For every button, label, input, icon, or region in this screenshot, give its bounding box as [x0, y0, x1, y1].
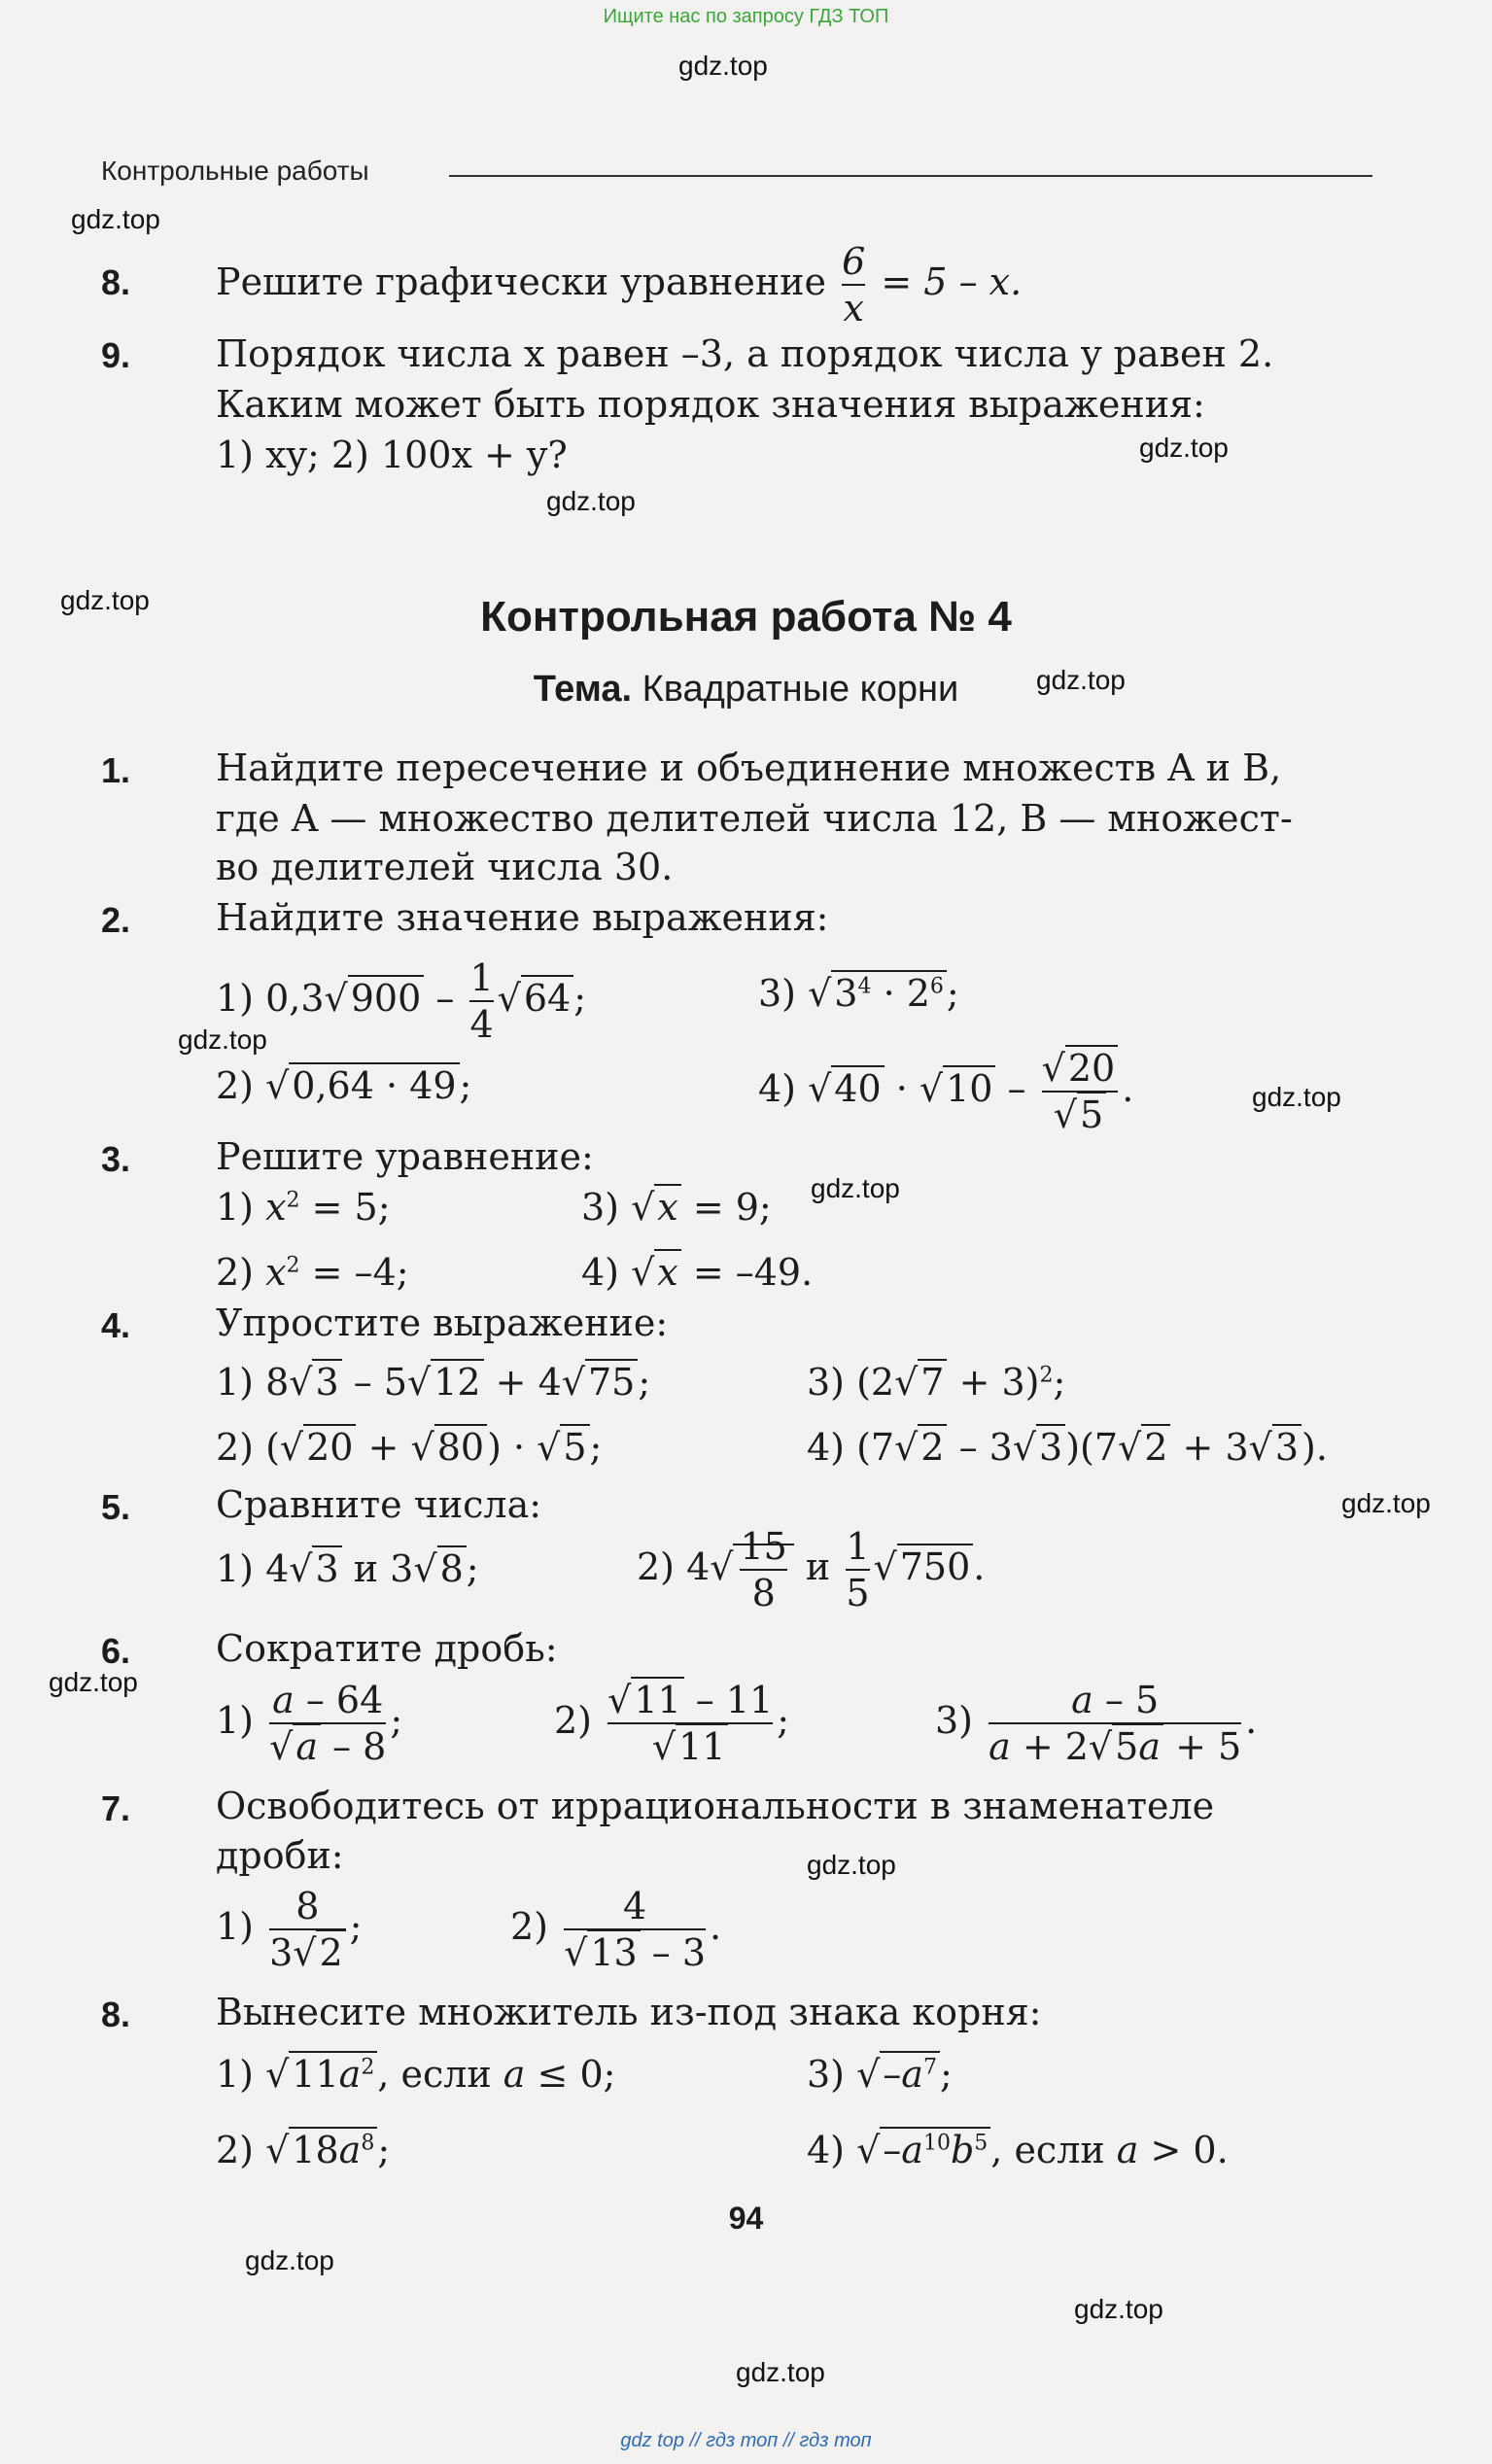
- task-number: 1.: [101, 750, 131, 790]
- math-expr: 1) $\frac{8}{3√2}$ ;: [216, 1885, 363, 1974]
- task-text: Каким может быть порядок значения выражения:: [216, 383, 1205, 426]
- math-expr: 1) 4√3 и 3√8;: [216, 1547, 479, 1590]
- math-expr: 1) $\frac{a - 64}{√a - 8}$ ;: [216, 1679, 403, 1768]
- math-expr: 2) √0,64 · 49;: [216, 1064, 472, 1107]
- task-text: Найдите пересечение и объединение множеств A и B,: [216, 746, 1282, 789]
- math-expr: 1) $x^2 = 5$;: [216, 1186, 391, 1229]
- task-text: 1) xy; 2) 100x + y?: [216, 434, 568, 476]
- work-topic: Тема. Квадратные корни: [533, 669, 959, 710]
- top-banner: Ищите нас по запросу ГДЗ ТОП: [603, 6, 889, 27]
- math-expr: 2) $√18a^8$;: [216, 2129, 391, 2171]
- watermark: gdz.top: [678, 51, 768, 81]
- task-text: дроби:: [216, 1834, 344, 1877]
- math-expr: 4) √40 · √10 – $\frac{√20}{√5}$ .: [758, 1047, 1134, 1136]
- math-expr: 2) $\frac{√11 - 11}{√11}$ ;: [554, 1679, 789, 1768]
- task-number: 3.: [101, 1139, 131, 1179]
- math-expr: 3) $(2√7 + 3)^2$;: [807, 1361, 1066, 1404]
- task-number: 6.: [101, 1631, 131, 1671]
- watermark: gdz.top: [49, 1667, 138, 1697]
- math-expr: 3) $√-a^7$;: [807, 2053, 953, 2096]
- task-text: Порядок числа x равен –3, а порядок числа y равен 2.: [216, 332, 1274, 375]
- work-title: Контрольная работа № 4: [480, 593, 1012, 641]
- task-text: Освободитесь от иррациональности в знаменателе: [216, 1785, 1215, 1827]
- math-expr: 1) 0,3√900 – $\frac{1}{4}$ √64;: [216, 956, 587, 1046]
- task-text: Найдите значение выражения:: [216, 896, 829, 939]
- watermark: gdz.top: [1252, 1082, 1341, 1112]
- section-header: Контрольные работы: [101, 156, 369, 186]
- watermark: gdz.top: [71, 204, 160, 234]
- math-expr: 2) $\frac{4}{√13 - 3}$ .: [510, 1885, 722, 1974]
- watermark: gdz.top: [1074, 2294, 1163, 2324]
- task-number: 2.: [101, 900, 131, 940]
- header-rule: [449, 175, 1372, 177]
- task-number: 7.: [101, 1788, 131, 1828]
- watermark: gdz.top: [546, 486, 636, 516]
- task-number: 4.: [101, 1305, 131, 1345]
- math-expr: 3) $√3^4 \cdot 2^6$;: [758, 972, 959, 1015]
- math-expr: 4) (7√2 – 3√3)(7√2 + 3√3).: [807, 1426, 1328, 1469]
- task-text: где A — множество делителей числа 12, B — множест-: [216, 797, 1293, 840]
- math-expr: 2) $x^2 = -4$;: [216, 1251, 409, 1294]
- math-expr: 2) 4√ $\frac{15}{8}$ и $\frac{1}{5}$ √750.: [637, 1525, 986, 1614]
- task-text: Решите графически уравнение $\frac{6}{x}$ = 5 – x.: [216, 240, 1023, 330]
- watermark: gdz.top: [60, 585, 150, 615]
- watermark: gdz.top: [245, 2245, 334, 2275]
- watermark: gdz.top: [807, 1850, 896, 1880]
- watermark: gdz.top: [1139, 433, 1229, 463]
- bottom-banner: gdz top // гдз топ // гдз топ: [620, 2430, 872, 2451]
- page-number: 94: [728, 2201, 764, 2236]
- math-expr: 2) (√20 + √80) · √5;: [216, 1426, 603, 1469]
- watermark: gdz.top: [178, 1024, 267, 1055]
- task-text: Сравните числа:: [216, 1483, 542, 1526]
- task-text: во делителей числа 30.: [216, 846, 674, 888]
- math-expr: 1) $√11a^2$, если a ≤ 0;: [216, 2053, 616, 2096]
- task-text: Решите уравнение:: [216, 1135, 594, 1178]
- math-expr: 4) $√-a^{10}b^5$, если a > 0.: [807, 2129, 1229, 2171]
- task-text: Упростите выражение:: [216, 1301, 669, 1344]
- task-number: 8.: [101, 1995, 131, 2034]
- task-number: 9.: [101, 335, 131, 375]
- watermark: gdz.top: [1036, 665, 1126, 695]
- watermark: gdz.top: [811, 1173, 900, 1203]
- math-expr: 1) 8√3 – 5√12 + 4√75;: [216, 1361, 651, 1404]
- math-expr: 3) $\frac{a - 5}{a + 2√5a + 5}$ .: [935, 1679, 1258, 1768]
- watermark: gdz.top: [1341, 1488, 1431, 1518]
- task-text: Сократите дробь:: [216, 1627, 558, 1670]
- math-expr: 4) √x = –49.: [581, 1251, 814, 1294]
- task-number: 8.: [101, 262, 131, 302]
- watermark: gdz.top: [736, 2357, 825, 2387]
- task-text: Вынесите множитель из-под знака корня:: [216, 1991, 1042, 2033]
- task-number: 5.: [101, 1487, 131, 1527]
- math-expr: 3) √x = 9;: [581, 1186, 772, 1229]
